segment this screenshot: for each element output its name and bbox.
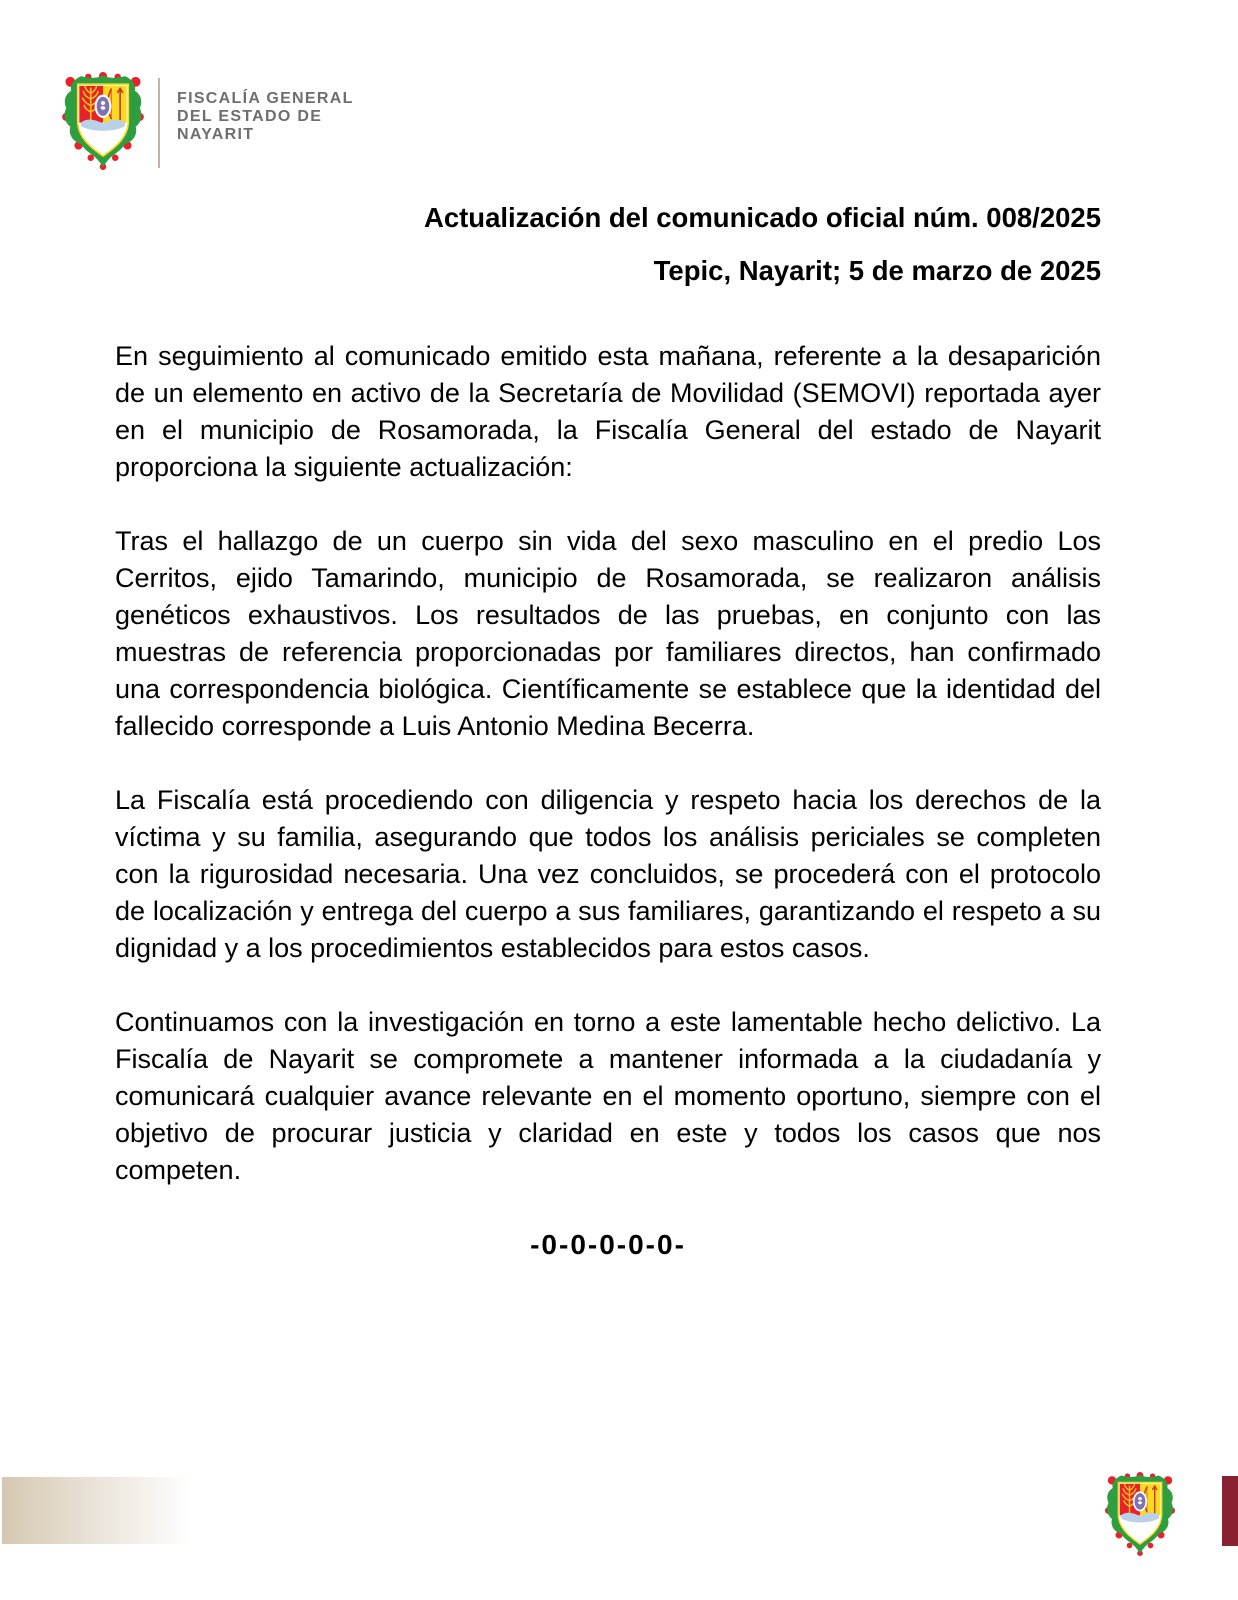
footer-gradient-bar	[2, 1477, 208, 1544]
org-name-line-2: DEL ESTADO DE	[177, 108, 323, 125]
body-paragraph-3: La Fiscalía está procediendo con diligencia y respeto hacia los derechos de la víctima y su familia, asegurando que todos los análisis periciales se completen con la rigurosidad necesaria. Una vez concluidos, se procederá con el protocolo de localización y entrega del cuerpo a sus familiares, garantizando el respeto a su dignidad y a los procedimientos establecidos para estos casos.	[115, 785, 1101, 963]
dateline: Tepic, Nayarit; 5 de marzo de 2025	[653, 255, 1101, 286]
body-paragraph-1: En seguimiento al comunicado emitido esta mañana, referente a la desaparición de un elemento en activo de la Secretaría de Movilidad (SEMOVI) reportada ayer en el municipio de Rosamorada, la Fiscalía General del estado de Nayarit proporciona la siguiente actualización:	[115, 341, 1101, 482]
body-text	[115, 338, 1101, 1263]
title-block	[115, 202, 1101, 286]
communique-title: Actualización del comunicado oficial núm. 008/2025	[423, 202, 1101, 233]
end-separator: -0-0-0-0-0-	[530, 1229, 686, 1260]
org-name-line-1: FISCALÍA GENERAL	[177, 90, 354, 107]
org-name	[177, 90, 354, 144]
body-paragraph-4: Continuamos con la investigación en torno a este lamentable hecho delictivo. La Fiscalía de Nayarit se compromete a mantener informada a la ciudadanía y comunicará cualquier avance relevante en el momento oportuno, siempre con el objetivo de procurar justicia y claridad en este y todos los casos que nos competen.	[115, 1007, 1101, 1185]
org-name-line-3: NAYARIT	[177, 126, 255, 143]
footer-accent-bar	[1222, 1476, 1238, 1546]
body-paragraph-2: Tras el hallazgo de un cuerpo sin vida del sexo masculino en el predio Los Cerritos, ejido Tamarindo, municipio de Rosamorada, se realizaron análisis genéticos exhaustivos. Los resultados de las pruebas, en conjunto con las muestras de referencia proporcionadas por familiares directos, han confirmado una correspondencia biológica. Científicamente se establece que la identidad del fallecido corresponde a Luis Antonio Medina Becerra.	[115, 526, 1101, 741]
brand-divider	[158, 78, 160, 168]
footer-nayarit-coat-of-arms-icon	[1104, 1472, 1176, 1556]
nayarit-coat-of-arms-icon	[62, 72, 144, 170]
